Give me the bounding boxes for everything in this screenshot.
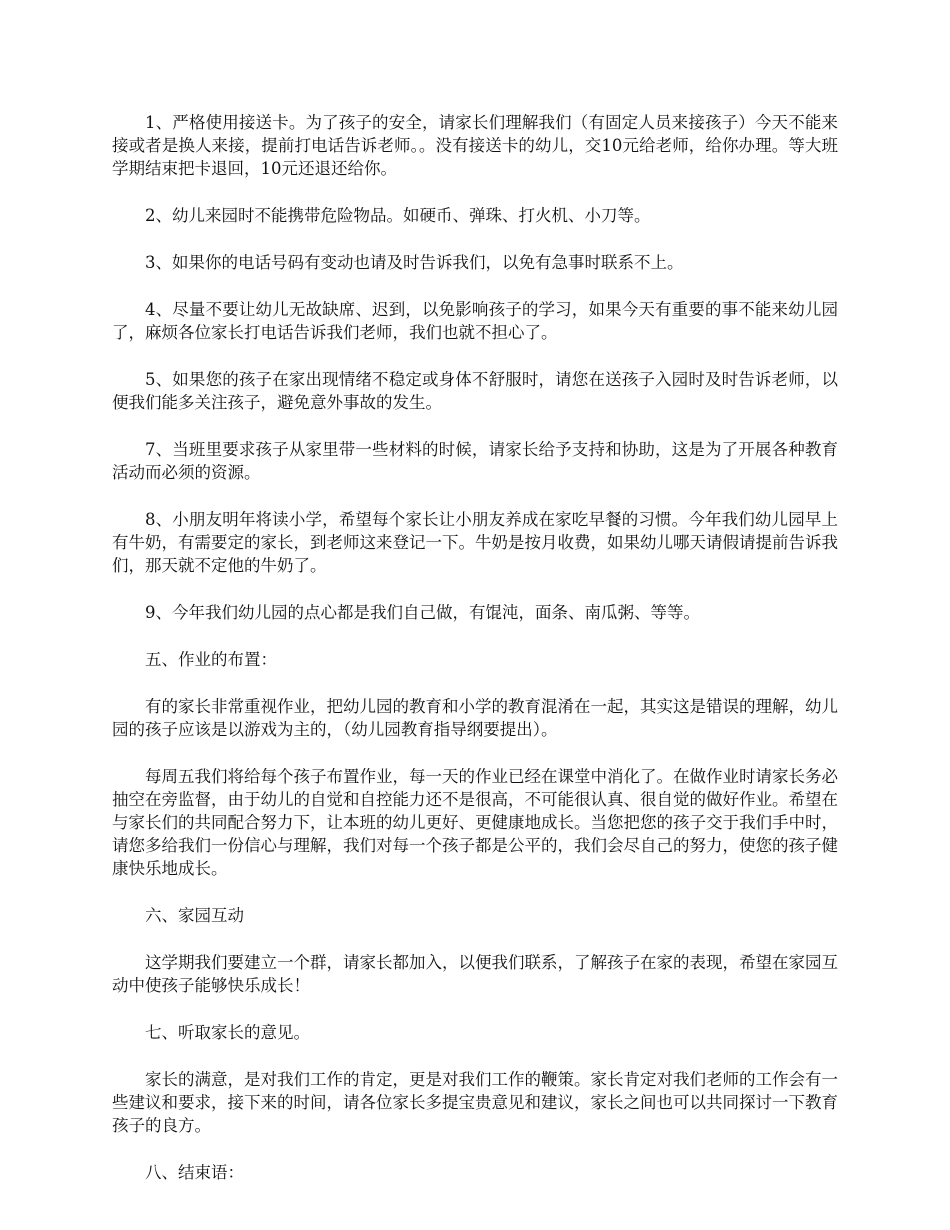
section-heading-home-school: 六、家园互动 [145,906,244,925]
paragraph-item-8: 8、小朋友明年将读小学，希望每个家长让小朋友养成在家吃早餐的习惯。今年我们幼儿园早上有牛奶，有需要定的家长，到老师这来登记一下。牛奶是按月收费，如果幼儿哪天请假请提前告诉我们，那天就不定他的牛奶了。 [112,510,838,575]
paragraph-item-5: 5、如果您的孩子在家出现情绪不稳定或身体不舒服时，请您在送孩子入园时及时告诉老师，以便我们能多关注孩子，避免意外事故的发生。 [112,370,838,412]
paragraph-item-9: 9、今年我们幼儿园的点心都是我们自己做，有馄沌，面条、南瓜粥、等等。 [145,603,700,622]
feedback-paragraph: 家长的满意，是对我们工作的肯定，更是对我们工作的鞭策。家长肯定对我们老师的工作会有一些建议和要求，接下来的时间，请各位家长多提宝贵意见和建议，家长之间也可以共同探讨一下教育孩子的良方。 [112,1070,838,1135]
paragraph-item-7: 7、当班里要求孩子从家里带一些材料的时候，请家长给予支持和协助，这是为了开展各种教育活动而必须的资源。 [112,440,838,482]
paragraph-item-1: 1、严格使用接送卡。为了孩子的安全，请家长们理解我们（有固定人员来接孩子）今天不能来接或者是换人来接，提前打电话告诉老师。。没有接送卡的幼儿，交10元给老师，给你办理。等大班学期结束把卡退回，10元还退还给你。 [112,113,838,178]
homework-paragraph-2: 每周五我们将给每个孩子布置作业，每一天的作业已经在课堂中消化了。在做作业时请家长务必抽空在旁监督，由于幼儿的自觉和自控能力还不是很高，不可能很认真、很自觉的做好作业。希望在与家长们的共同配合努力下，让本班的幼儿更好、更健康地成长。当您把您的孩子交于我们手中时，请您多给我们一份信心与理解，我们对每一个孩子都是公平的，我们会尽自己的努力，使您的孩子健康快乐地成长。 [112,767,838,878]
section-heading-conclusion: 八、结束语： [145,1163,244,1182]
paragraph-item-3: 3、如果你的电话号码有变动也请及时告诉我们，以免有急事时联系不上。 [145,253,684,272]
paragraph-item-4: 4、尽量不要让幼儿无故缺席、迟到，以免影响孩子的学习，如果今天有重要的事不能来幼儿园了，麻烦各位家长打电话告诉我们老师，我们也就不担心了。 [112,300,838,342]
document-body [112,111,838,1208]
section-heading-homework: 五、作业的布置： [145,650,277,669]
paragraph-item-2: 2、幼儿来园时不能携带危险物品。如硬币、弹珠、打火机、小刀等。 [145,206,651,225]
section-heading-feedback: 七、听取家长的意见。 [145,1023,310,1042]
homework-paragraph-1: 有的家长非常重视作业，把幼儿园的教育和小学的教育混淆在一起，其实这是错误的理解，幼儿园的孩子应该是以游戏为主的，（幼儿园教育指导纲要提出）。 [112,697,838,739]
home-school-paragraph: 这学期我们要建立一个群，请家长都加入，以便我们联系，了解孩子在家的表现，希望在家园互动中使孩子能够快乐成长！ [112,953,838,995]
